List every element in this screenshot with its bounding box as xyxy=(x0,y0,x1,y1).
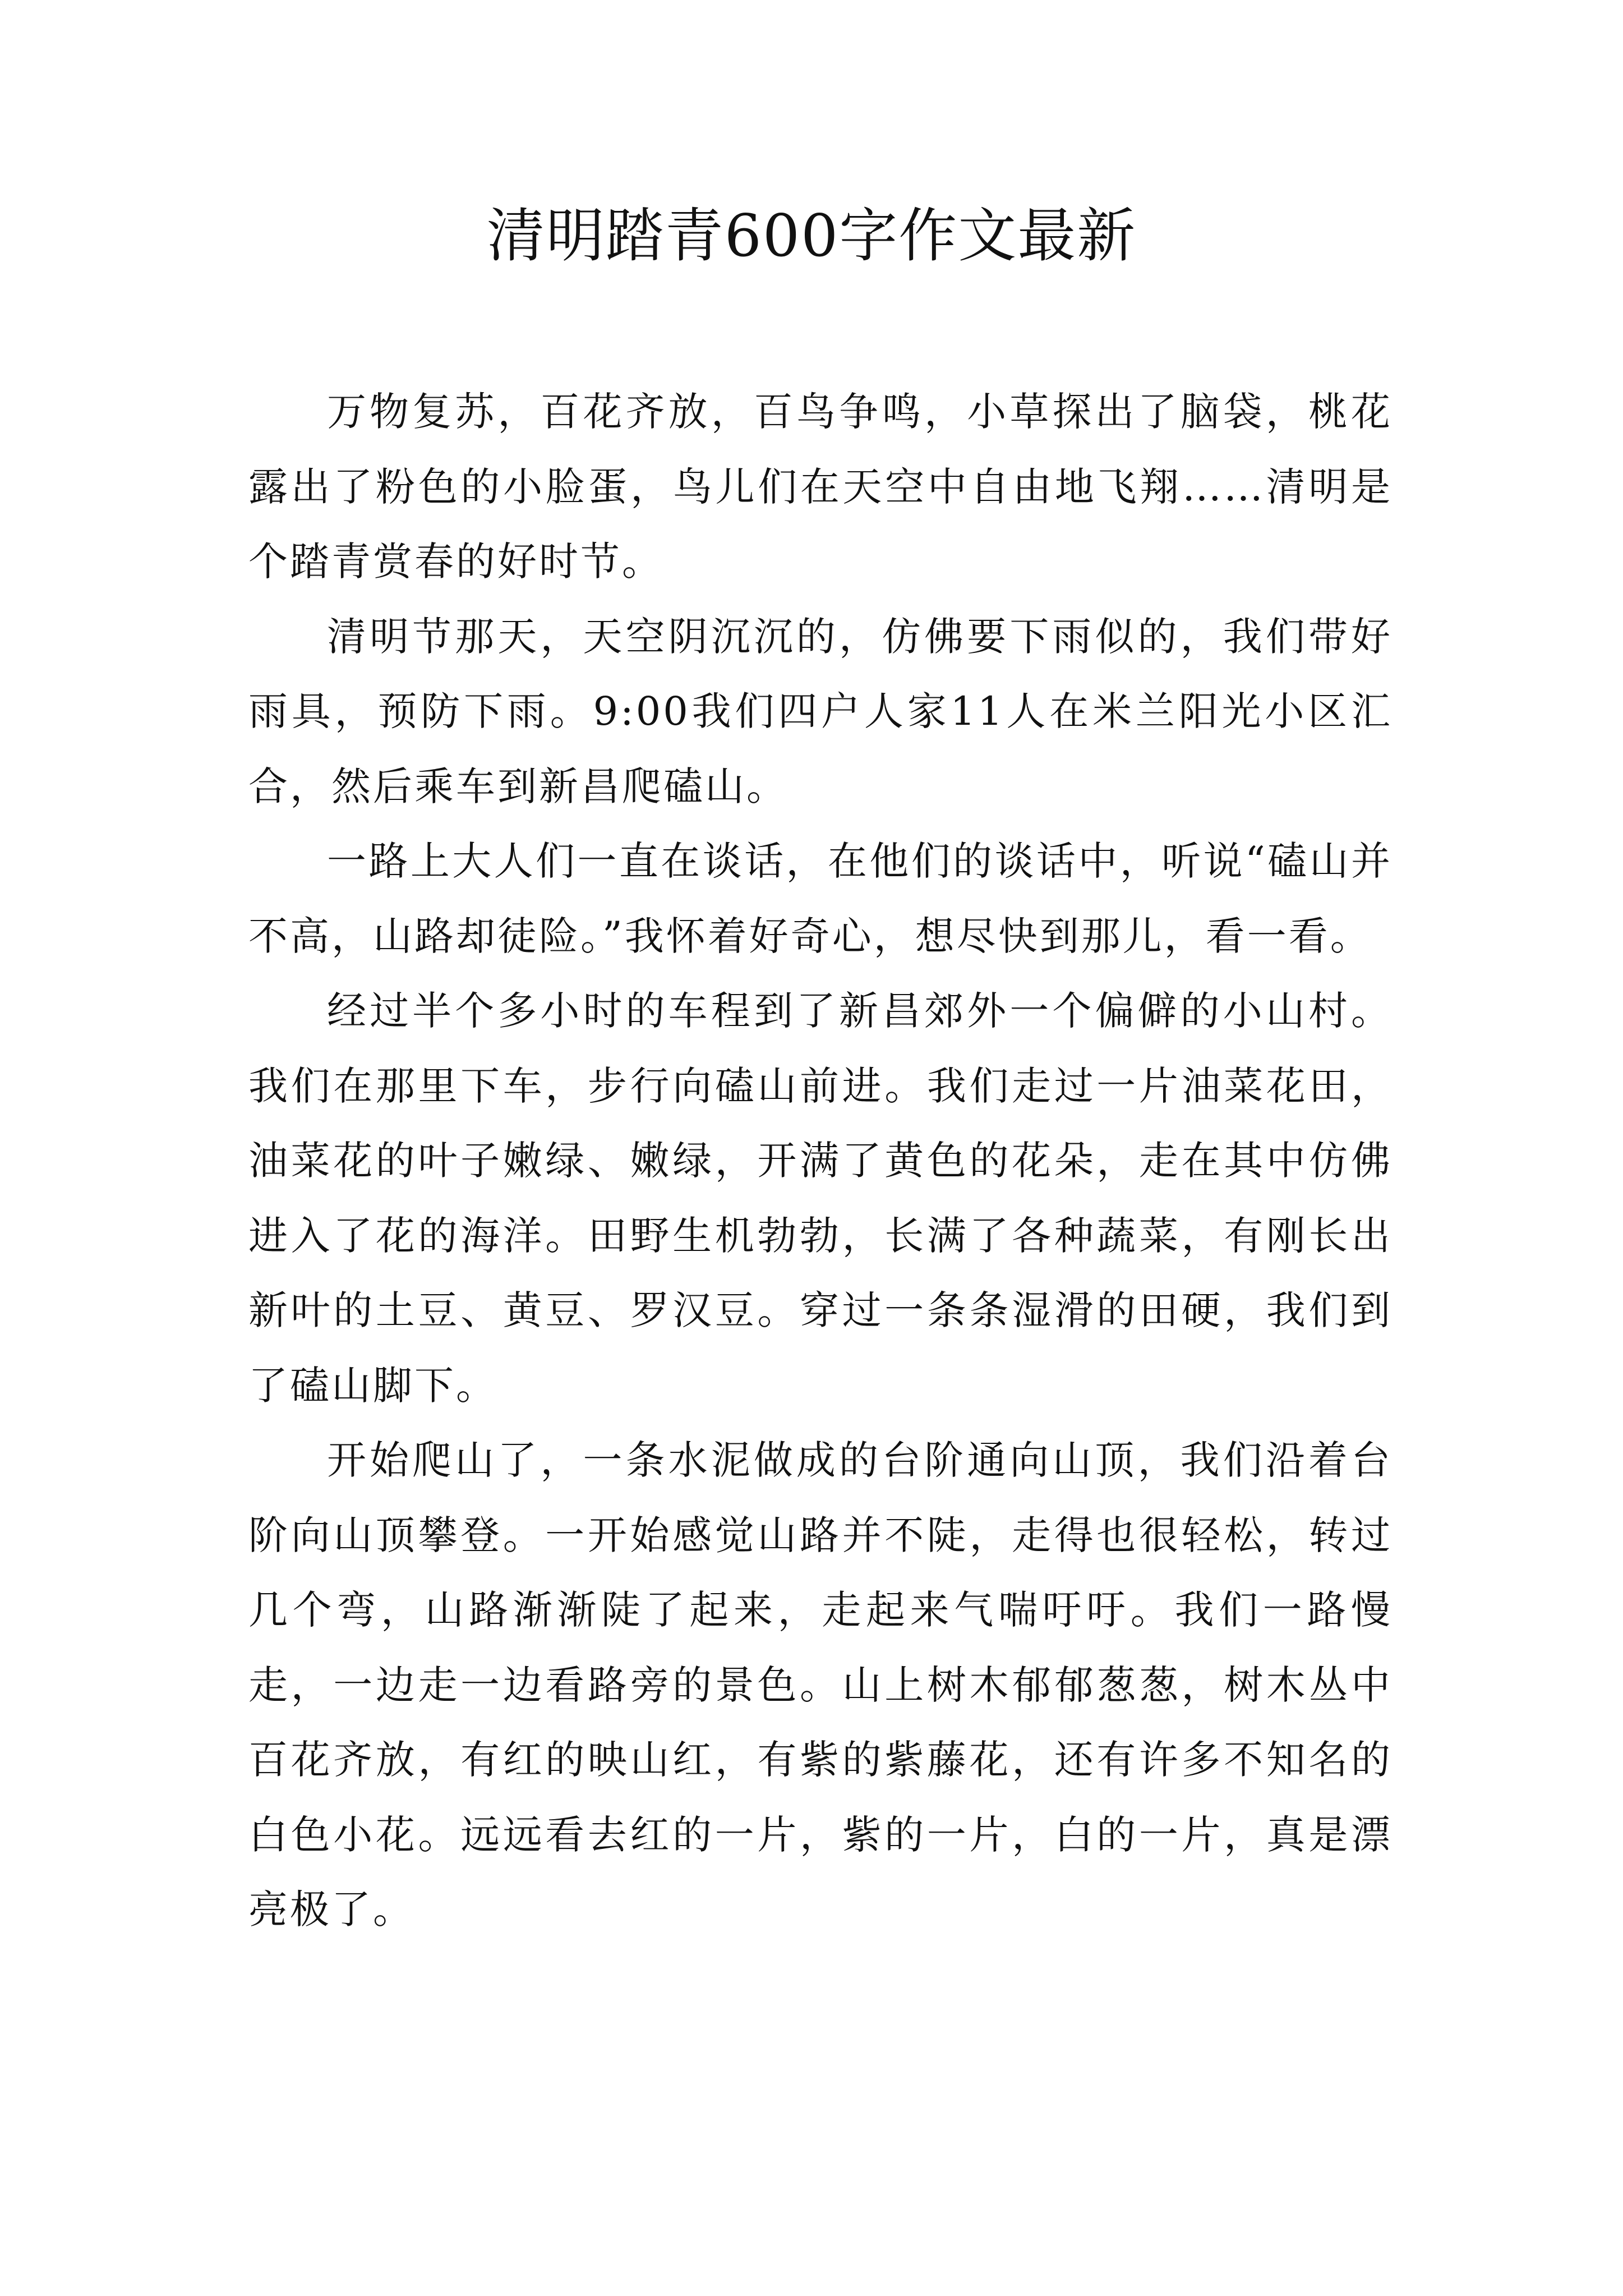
document-body xyxy=(248,375,1393,1948)
paragraph-5: 开始爬山了，一条水泥做成的台阶通向山顶，我们沿着台阶向山顶攀登。一开始感觉山路并不陡，走得也很轻松，转过几个弯，山路渐渐陡了起来，走起来气喘吁吁。我们一路慢走，一边走一边看路旁的景色。山上树木郁郁葱葱，树木丛中百花齐放，有红的映山红，有紫的紫藤花，还有许多不知名的白色小花。远远看去红的一片，紫的一片，白的一片，真是漂亮极了。 xyxy=(248,1437,1393,1932)
paragraph-1: 万物复苏，百花齐放，百鸟争鸣，小草探出了脑袋，桃花露出了粉色的小脸蛋，鸟儿们在天空中自由地飞翔……清明是个踏青赏春的好时节。 xyxy=(248,389,1393,585)
paragraph-4: 经过半个多小时的车程到了新昌郊外一个偏僻的小山村。我们在那里下车，步行向磕山前进。我们走过一片油菜花田，油菜花的叶子嫩绿、嫩绿，开满了黄色的花朵，走在其中仿佛进入了花的海洋。田野生机勃勃，长满了各种蔬菜，有刚长出新叶的土豆、黄豆、罗汉豆。穿过一条条湿滑的田硬，我们到了磕山脚下。 xyxy=(248,988,1393,1409)
paragraph-2: 清明节那天，天空阴沉沉的，仿佛要下雨似的，我们带好雨具，预防下雨。9:00我们四户人家11人在米兰阳光小区汇合，然后乘车到新昌爬磕山。 xyxy=(248,613,1393,809)
document-title: 清明踏青600字作文最新 xyxy=(486,201,1137,270)
paragraph-3: 一路上大人们一直在谈话，在他们的谈话中，听说“磕山并不高，山路却徒险。”我怀着好奇心，想尽快到那儿，看一看。 xyxy=(248,838,1393,959)
